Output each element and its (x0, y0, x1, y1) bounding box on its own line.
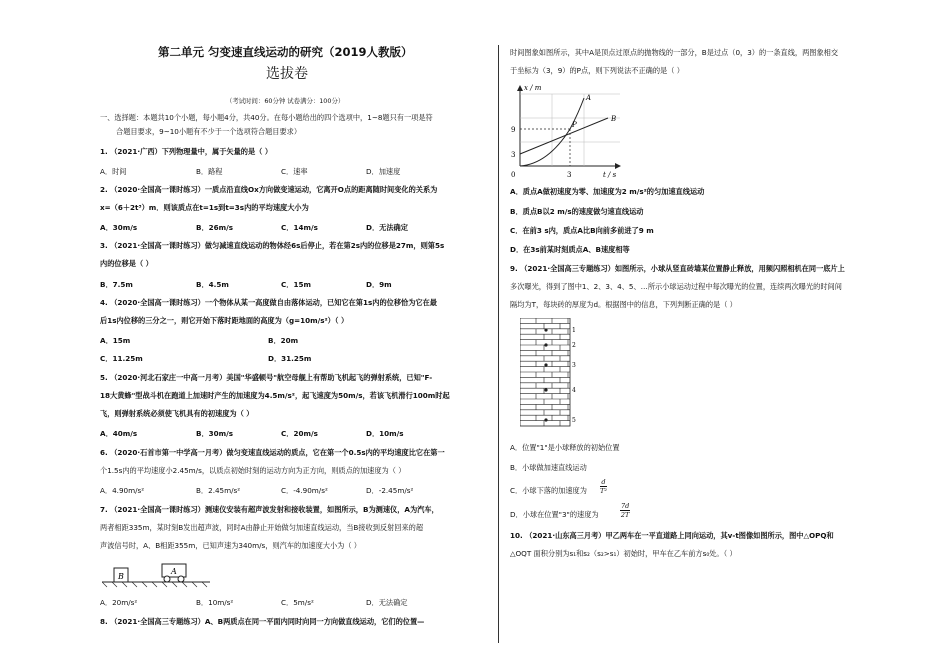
q1-option-c[interactable]: C．速率 (281, 167, 308, 176)
q7-stem-3: 声波信号时，A、B相距355m，已知声速为340m/s，则汽车的加速度大小为（ ） (100, 541, 361, 550)
q9-ball-2 (544, 343, 547, 346)
q6-option-b[interactable]: B．2.45m/s² (196, 486, 241, 495)
q2-stem-2: x=（6＋2t³）m．则该质点在t=1s到t=3s内的平均速度大小为 (100, 203, 309, 212)
q8-xtick-3: 3 (567, 171, 572, 179)
q8-origin-label: 0 (511, 171, 516, 179)
q7-stem-2: 两者相距335m，某时刻B发出超声波，同时A由静止开始做匀加速直线运动，当B接收到反射回来的超 (100, 523, 424, 532)
q6-stem-1: 6. （2020·石首市第一中学高一月考）做匀变速直线运动的质点，它在第一个0.5s内的平均速度比它在第一 (100, 448, 445, 457)
q7-wheel-left (164, 576, 170, 582)
q6-option-c[interactable]: C．-4.90m/s² (281, 486, 328, 495)
q8-option-a[interactable]: A．质点A做初速度为零、加速度为2 m/s²的匀加速直线运动 (510, 187, 705, 196)
q9-ball-4 (544, 388, 547, 391)
q4-option-c[interactable]: C．11.25m (100, 354, 143, 363)
q8-x-label: t / s (603, 171, 617, 179)
q9-option-c[interactable]: C．小球下落的加速度为 (510, 486, 587, 495)
q5-stem-2: 18大黄蜂"型战斗机在跑道上加速时产生的加速度为4.5m/s²，起飞速度为50m/s，若该飞机滑行100m时起 (100, 391, 450, 400)
instructions-line2: 合题目要求，9~10小题有不少于一个选项符合题目要求） (116, 127, 302, 136)
q9-stem-2: 多次曝光，得到了图中1、2、3、4、5、…所示小球运动过程中每次曝光的位置，连续两次曝光的时间间 (510, 282, 842, 291)
q9-option-b[interactable]: B．小球做加速直线运动 (510, 463, 587, 472)
q8-y-label: x / m (524, 84, 542, 92)
q1-stem: 1. （2021·广西）下列物理量中，属于矢量的是（ ） (100, 147, 273, 156)
exam-meta: （考试时间：60分钟 试卷满分：100分） (226, 97, 345, 105)
q8-option-c[interactable]: C．在前3 s内，质点A比B向前多前进了9 m (510, 226, 654, 235)
q7-option-d[interactable]: D．无法确定 (366, 598, 408, 607)
q2-option-c[interactable]: C．14m/s (281, 223, 318, 232)
q8-stem-2: 时间图象如图所示，其中A是顶点过原点的抛物线的一部分，B是过点（0，3）的一条直线，两图象相交 (510, 48, 839, 57)
paper-subtitle: 选拔卷 (266, 66, 308, 82)
q8-option-b[interactable]: B．质点B以2 m/s的速度做匀速直线运动 (510, 207, 644, 216)
q8-graph (508, 80, 628, 180)
q3-option-c[interactable]: C．15m (281, 280, 311, 289)
q9-brick-lines (520, 318, 570, 426)
q9-pos-2: 2 (572, 342, 576, 349)
q9-fraction-c (600, 478, 607, 495)
q7-figure (102, 558, 212, 588)
q7-option-b[interactable]: B．10m/s² (196, 598, 234, 607)
q4-stem-2: 后1s内位移的三分之一，则它开始下落时距地面的高度为（g=10m/s²）（ ） (100, 316, 349, 325)
q9-fraction-d-den: 2T (620, 511, 630, 519)
q4-stem-1: 4. （2020·全国高一课时练习）一个物体从某一高度做自由落体运动，已知它在第1s内的位移恰为它在最 (100, 298, 437, 307)
q6-option-a[interactable]: A．4.90m/s² (100, 486, 145, 495)
q9-fraction-c-den: T² (600, 487, 607, 495)
q9-pos-4: 4 (572, 387, 576, 394)
q9-stem-1: 9. （2021·全国高三专题练习）如图所示，小球从竖直砖墙某位置静止释放，用频闪照相机在同一底片上 (510, 264, 845, 273)
q3-stem-1: 3. （2021·全国高一课时练习）做匀减速直线运动的物体经6s后停止，若在第2s内的位移是27m，则第5s (100, 241, 445, 250)
q3-stem-2: 内的位移是（ ） (100, 259, 153, 268)
q4-option-d[interactable]: D．31.25m (268, 354, 312, 363)
q5-stem-3: 飞，则弹射系统必须使飞机具有的初速度为（ ） (100, 409, 254, 418)
q9-fraction-c-num: d (601, 478, 606, 486)
q5-option-b[interactable]: B．30m/s (196, 429, 234, 438)
q10-stem-1: 10. （2021·山东高三月考）甲乙两车在一平直道路上同向运动，其v-t图像如图所示，图中△OPQ和 (510, 531, 834, 540)
q7-option-c[interactable]: C．5m/s² (281, 598, 314, 607)
q9-option-d[interactable]: D．小球在位置"3"的速度为 (510, 510, 599, 519)
q7-wheel-right (178, 576, 184, 582)
q8-line-b (520, 118, 608, 154)
q8-ytick-9: 9 (511, 126, 516, 134)
q8-stem-1: 8. （2021·全国高三专题练习）A、B两质点在同一平面内同时向同一方向做直线运动，它们的位置— (100, 617, 425, 626)
q9-fraction-d (620, 502, 630, 519)
q2-stem-1: 2. （2020·全国高一课时练习）一质点沿直线Ox方向做变速运动，它离开O点的距离随时间变化的关系为 (100, 185, 438, 194)
q9-pos-3: 3 (572, 362, 576, 369)
q1-option-a[interactable]: A．时间 (100, 167, 127, 176)
q3-option-a[interactable]: B．7.5m (100, 280, 133, 289)
q9-option-a[interactable]: A．位置"1"是小球释放的初始位置 (510, 443, 620, 452)
q8-ytick-3: 3 (511, 151, 516, 159)
q5-option-d[interactable]: D．10m/s (366, 429, 404, 438)
q2-option-b[interactable]: B．26m/s (196, 223, 234, 232)
q8-stem-3: 于坐标为（3，9）的P点，则下列说法不正确的是（ ） (510, 66, 684, 75)
q9-brick-wall (520, 318, 580, 430)
q9-pos-1: 1 (572, 327, 576, 334)
q8-option-d[interactable]: D．在3s前某时刻质点A、B速度相等 (510, 245, 630, 254)
q1-option-b[interactable]: B．路程 (196, 167, 223, 176)
q5-option-c[interactable]: C．20m/s (281, 429, 318, 438)
paper-title: 第二单元 匀变速直线运动的研究（2019人教版） (158, 45, 413, 59)
q9-stem-3: 隔均为T，每块砖的厚度为d。根据图中的信息，下列判断正确的是（ ） (510, 300, 737, 309)
q3-option-b[interactable]: B．4.5m (196, 280, 229, 289)
q9-fraction-d-num: 7d (621, 502, 630, 510)
q6-stem-2: 个1.5s内的平均速度小2.45m/s，以质点初始时刻的运动方向为正方向，则质点的加速度为（ ） (100, 466, 406, 475)
q9-pos-5: 5 (572, 417, 576, 424)
q8-label-a: A (586, 94, 592, 102)
q8-label-p: P (572, 121, 577, 129)
q5-option-a[interactable]: A．40m/s (100, 429, 138, 438)
q7-label-a: A (171, 567, 177, 576)
q1-option-d[interactable]: D．加速度 (366, 167, 401, 176)
q4-option-b[interactable]: B．20m (268, 336, 299, 345)
q7-option-a[interactable]: A．20m/s² (100, 598, 138, 607)
q8-label-b: B (611, 115, 617, 123)
q7-stem-1: 7. （2021·全国高一课时练习）测速仪安装有超声波发射和接收装置，如图所示，B为测速仪，A为汽车， (100, 505, 439, 514)
q10-stem-2: △OQT 面积分别为s₁和s₂（s₂>s₁）初始时，甲车在乙车前方s₀处。（ ） (510, 549, 737, 558)
q2-option-a[interactable]: A．30m/s (100, 223, 138, 232)
q5-stem-1: 5. （2020·河北石家庄一中高一月考）美国"华盛顿号"航空母舰上有帮助飞机起飞的弹射系统，已知"F- (100, 373, 433, 382)
q6-option-d[interactable]: D．-2.45m/s² (366, 486, 414, 495)
q9-ball-5 (544, 418, 547, 421)
q4-option-a[interactable]: A．15m (100, 336, 131, 345)
q9-ball-1 (544, 328, 547, 331)
q2-option-d[interactable]: D．无法确定 (366, 223, 408, 232)
q3-option-d[interactable]: D．9m (366, 280, 392, 289)
q9-position-labels (572, 327, 576, 424)
q7-label-b: B (118, 572, 124, 581)
column-divider (498, 45, 499, 643)
instructions-line1: 一、选择题：本题共10个小题，每小题4分，共40分。在每小题给出的四个选项中，1~8题只有一项是符 (100, 113, 433, 122)
q9-ball-3 (544, 363, 547, 366)
